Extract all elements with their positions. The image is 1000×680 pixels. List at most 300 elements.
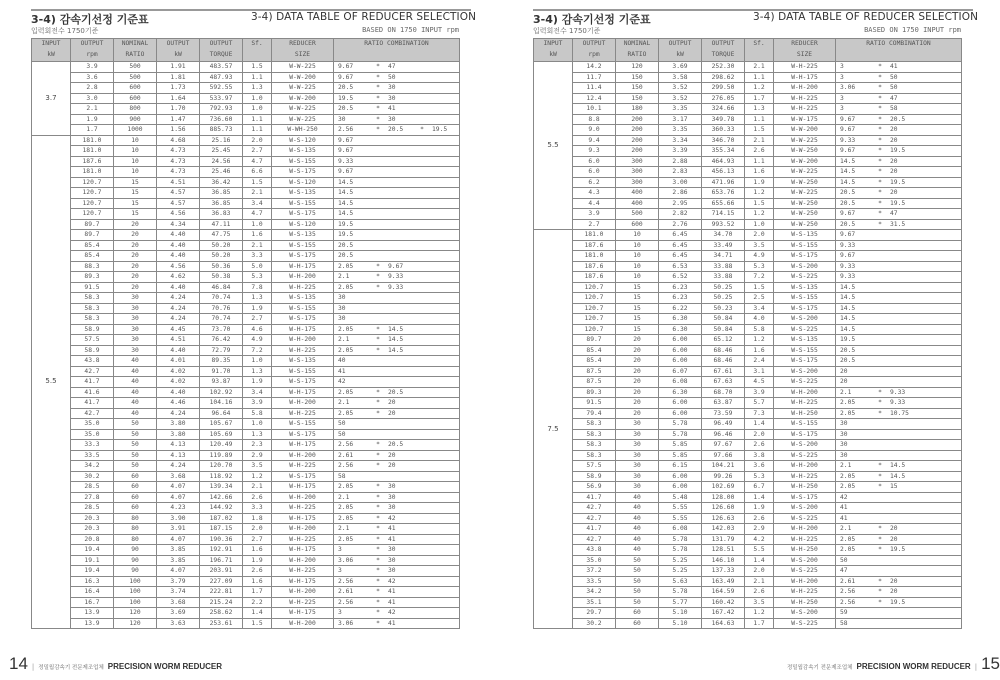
sf-cell: 2.0: [243, 135, 272, 146]
ratio-combination-cell: [334, 608, 460, 619]
output-torque-cell: 104.16: [200, 398, 243, 409]
ratio-value: 3: [840, 73, 844, 81]
table-row: [534, 72, 962, 83]
output-rpm-cell: 19.1: [71, 555, 114, 566]
table-row: [32, 261, 460, 272]
multiply-sign: *: [376, 588, 380, 596]
multiply-sign: *: [376, 535, 380, 543]
reducer-size-cell: W-H-225: [272, 345, 334, 356]
output-torque-cell: 128.00: [702, 492, 745, 503]
output-kw-cell: 3.52: [659, 83, 702, 94]
ratio-combination-cell: [334, 104, 460, 115]
output-torque-cell: 47.11: [200, 219, 243, 230]
table-row: [534, 293, 962, 304]
nominal-ratio-cell: 40: [616, 492, 659, 503]
output-kw-cell: 4.02: [157, 377, 200, 388]
ratio-combination-cell: [836, 534, 962, 545]
nominal-ratio-cell: 80: [114, 534, 157, 545]
table-row: [32, 471, 460, 482]
ratio-value: 50: [890, 84, 898, 92]
multiply-sign: *: [878, 115, 882, 123]
output-rpm-cell: 58.3: [71, 314, 114, 325]
output-rpm-cell: 85.4: [71, 251, 114, 262]
output-rpm-cell: 6.0: [573, 156, 616, 167]
output-kw-cell: 2.95: [659, 198, 702, 209]
table-row: [32, 335, 460, 346]
ratio-value: 2.56: [338, 126, 354, 134]
ratio-value: 9.33: [338, 157, 354, 165]
nominal-ratio-cell: 60: [114, 503, 157, 514]
output-rpm-cell: 34.2: [573, 587, 616, 598]
output-rpm-cell: 42.7: [573, 503, 616, 514]
ratio-combination-cell: [334, 167, 460, 178]
table-row: [534, 356, 962, 367]
ratio-value: 10.75: [890, 409, 909, 417]
reducer-size-cell: W-S-135: [272, 293, 334, 304]
output-rpm-cell: 57.5: [71, 335, 114, 346]
ratio-combination-cell: [334, 387, 460, 398]
page-number: 15: [981, 654, 1000, 673]
output-torque-cell: 50.36: [200, 261, 243, 272]
output-rpm-cell: 12.4: [573, 93, 616, 104]
output-rpm-cell: 3.9: [573, 209, 616, 220]
reducer-size-cell: W-S-120: [272, 177, 334, 188]
nominal-ratio-cell: 60: [114, 492, 157, 503]
ratio-value: 3.06: [338, 556, 354, 564]
output-torque-cell: 592.55: [200, 83, 243, 94]
nominal-ratio-cell: 30: [114, 324, 157, 335]
ratio-value: 58: [890, 105, 898, 113]
table-row: [32, 566, 460, 577]
table-row: [534, 555, 962, 566]
output-torque-cell: 993.52: [702, 219, 745, 230]
multiply-sign: *: [376, 577, 380, 585]
multiply-sign: *: [878, 535, 882, 543]
output-torque-cell: 119.89: [200, 450, 243, 461]
sf-cell: 3.6: [745, 461, 774, 472]
reducer-size-cell: W-H-225: [272, 282, 334, 293]
output-rpm-cell: 35.0: [71, 419, 114, 430]
output-kw-cell: 3.35: [659, 125, 702, 136]
output-torque-cell: 68.46: [702, 356, 745, 367]
ratio-value: 42: [388, 514, 396, 522]
table-row: [32, 219, 460, 230]
table-header: [534, 39, 962, 62]
ratio-value: 14.5: [338, 199, 354, 207]
ratio-value: 20: [890, 126, 898, 134]
output-torque-cell: 65.12: [702, 335, 745, 346]
output-torque-cell: 128.51: [702, 545, 745, 556]
output-rpm-cell: 187.6: [573, 272, 616, 283]
output-torque-cell: 126.60: [702, 503, 745, 514]
ratio-combination-cell: [836, 419, 962, 430]
output-torque-cell: 792.93: [200, 104, 243, 115]
ratio-combination-cell: [836, 566, 962, 577]
output-rpm-cell: 58.9: [71, 324, 114, 335]
ratio-combination-cell: [836, 293, 962, 304]
nominal-ratio-cell: 40: [114, 408, 157, 419]
sf-cell: 1.0: [243, 219, 272, 230]
nominal-ratio-cell: 1000: [114, 125, 157, 136]
sf-cell: 3.4: [243, 198, 272, 209]
ratio-value: 20: [890, 588, 898, 596]
output-torque-cell: 355.34: [702, 146, 745, 157]
output-rpm-cell: 56.9: [573, 482, 616, 493]
output-kw-cell: 6.15: [659, 461, 702, 472]
ratio-combination-cell: [334, 461, 460, 472]
ratio-combination-cell: [334, 135, 460, 146]
reducer-size-cell: W-W-225: [272, 104, 334, 115]
ratio-combination-cell: [836, 576, 962, 587]
sf-cell: 1.0: [243, 356, 272, 367]
nominal-ratio-cell: 20: [114, 272, 157, 283]
sf-cell: 5.3: [243, 272, 272, 283]
output-kw-cell: 4.73: [157, 167, 200, 178]
output-rpm-cell: 181.0: [71, 135, 114, 146]
output-rpm-cell: 3.9: [71, 62, 114, 73]
ratio-value: 30: [388, 483, 396, 491]
reducer-size-cell: W-S-175: [272, 429, 334, 440]
multiply-sign: *: [878, 189, 882, 197]
sf-cell: 4.7: [243, 209, 272, 220]
output-torque-cell: 456.13: [702, 167, 745, 178]
ratio-value: 30: [388, 493, 396, 501]
reducer-size-cell: W-H-175: [272, 545, 334, 556]
output-torque-cell: 142.66: [200, 492, 243, 503]
table-row: [32, 513, 460, 524]
nominal-ratio-cell: 30: [616, 482, 659, 493]
nominal-ratio-cell: 80: [114, 524, 157, 535]
sf-cell: 1.3: [745, 104, 774, 115]
multiply-sign: *: [376, 63, 380, 71]
reducer-size-cell: W-S-135: [774, 335, 836, 346]
output-torque-cell: 99.26: [702, 471, 745, 482]
column-header: rpm: [71, 50, 114, 62]
sf-cell: 5.8: [243, 408, 272, 419]
input-kw-cell: 5.5: [32, 135, 71, 629]
ratio-value: 2.1: [338, 399, 350, 407]
output-kw-cell: 2.82: [659, 209, 702, 220]
ratio-combination-cell: [334, 83, 460, 94]
multiply-sign: *: [376, 483, 380, 491]
table-row: [534, 377, 962, 388]
output-kw-cell: 6.45: [659, 251, 702, 262]
sf-cell: 1.6: [243, 230, 272, 241]
ratio-combination-cell: [836, 72, 962, 83]
output-rpm-cell: 89.7: [71, 219, 114, 230]
multiply-sign: *: [376, 94, 380, 102]
sf-cell: 1.5: [745, 125, 774, 136]
column-header: [243, 50, 272, 62]
multiply-sign: *: [376, 325, 380, 333]
reducer-size-cell: W-H-225: [272, 503, 334, 514]
output-torque-cell: 63.87: [702, 398, 745, 409]
table-row: [534, 104, 962, 115]
ratio-value: 2.05: [338, 388, 354, 396]
ratio-value: 20.5: [388, 388, 404, 396]
sf-cell: 2.0: [243, 524, 272, 535]
ratio-value: 19.5: [890, 546, 906, 554]
output-torque-cell: 142.03: [702, 524, 745, 535]
ratio-value: 47: [388, 63, 396, 71]
output-torque-cell: 196.71: [200, 555, 243, 566]
output-kw-cell: 4.01: [157, 356, 200, 367]
nominal-ratio-cell: 50: [616, 587, 659, 598]
reducer-size-cell: W-S-225: [774, 272, 836, 283]
ratio-combination-cell: [334, 566, 460, 577]
output-rpm-cell: 88.3: [71, 261, 114, 272]
table-row: [32, 419, 460, 430]
reducer-size-cell: W-W-250: [774, 198, 836, 209]
table-row: [32, 608, 460, 619]
multiply-sign: *: [376, 262, 380, 270]
sf-cell: 2.1: [243, 240, 272, 251]
output-rpm-cell: 11.4: [573, 83, 616, 94]
output-rpm-cell: 14.2: [573, 62, 616, 73]
ratio-combination-cell: [334, 555, 460, 566]
output-torque-cell: 73.59: [702, 408, 745, 419]
ratio-value: 2.1: [840, 388, 852, 396]
reducer-size-cell: W-H-200: [272, 272, 334, 283]
output-rpm-cell: 181.0: [573, 251, 616, 262]
ratio-value: 3: [338, 609, 342, 617]
output-kw-cell: 4.02: [157, 366, 200, 377]
table-row: [32, 482, 460, 493]
nominal-ratio-cell: 500: [114, 62, 157, 73]
output-kw-cell: 3.74: [157, 587, 200, 598]
ratio-value: 2.05: [338, 409, 354, 417]
ratio-combination-cell: [334, 356, 460, 367]
subtitle-korean: 입력회전수 1750기준: [533, 27, 601, 35]
reducer-size-cell: W-S-200: [774, 440, 836, 451]
ratio-value: 42: [388, 609, 396, 617]
sf-cell: 5.0: [243, 261, 272, 272]
ratio-value: 50: [388, 73, 396, 81]
output-torque-cell: 76.42: [200, 335, 243, 346]
footer-brand: PRECISION WORM REDUCER: [856, 662, 971, 671]
sf-cell: 5.7: [745, 398, 774, 409]
table-row: [32, 461, 460, 472]
multiply-sign: *: [878, 483, 882, 491]
sf-cell: 1.2: [745, 83, 774, 94]
output-kw-cell: 5.10: [659, 618, 702, 629]
ratio-value: 14.5: [840, 325, 856, 333]
ratio-value: 2.1: [338, 336, 350, 344]
output-kw-cell: 5.78: [659, 587, 702, 598]
ratio-value: 19.5: [840, 336, 856, 344]
ratio-combination-cell: [836, 377, 962, 388]
ratio-value: 20.5: [338, 105, 354, 113]
sf-cell: 1.1: [243, 72, 272, 83]
ratio-combination-cell: [836, 135, 962, 146]
output-rpm-cell: 120.7: [573, 282, 616, 293]
output-kw-cell: 6.00: [659, 482, 702, 493]
nominal-ratio-cell: 50: [114, 440, 157, 451]
reducer-size-cell: W-H-225: [774, 398, 836, 409]
table-row: [32, 104, 460, 115]
ratio-combination-cell: [836, 230, 962, 241]
ratio-value: 58: [840, 619, 848, 627]
output-kw-cell: 4.46: [157, 398, 200, 409]
table-row: [534, 198, 962, 209]
ratio-combination-cell: [836, 303, 962, 314]
output-torque-cell: 144.92: [200, 503, 243, 514]
table-row: [534, 230, 962, 241]
sf-cell: 1.1: [745, 72, 774, 83]
ratio-value: 41: [840, 514, 848, 522]
ratio-value: 30: [388, 567, 396, 575]
reducer-size-cell: W-W-225: [272, 83, 334, 94]
sf-cell: 1.9: [243, 555, 272, 566]
multiply-sign: *: [878, 73, 882, 81]
sf-cell: 2.9: [243, 450, 272, 461]
nominal-ratio-cell: 20: [616, 366, 659, 377]
reducer-selection-table: [31, 38, 460, 629]
nominal-ratio-cell: 10: [616, 272, 659, 283]
nominal-ratio-cell: 20: [616, 345, 659, 356]
reducer-size-cell: W-S-155: [272, 303, 334, 314]
output-torque-cell: 215.24: [200, 597, 243, 608]
output-rpm-cell: 187.6: [573, 261, 616, 272]
output-rpm-cell: 29.7: [573, 608, 616, 619]
output-kw-cell: 6.00: [659, 471, 702, 482]
output-torque-cell: 464.93: [702, 156, 745, 167]
output-torque-cell: 36.85: [200, 198, 243, 209]
table-row: [32, 198, 460, 209]
sf-cell: 1.2: [243, 471, 272, 482]
ratio-value: 14.5: [338, 178, 354, 186]
column-header: RATIO COMBINATION: [836, 39, 962, 51]
output-torque-cell: 68.70: [702, 387, 745, 398]
table-row: [32, 377, 460, 388]
sf-cell: 4.9: [243, 335, 272, 346]
ratio-value: 9.67: [338, 147, 354, 155]
sf-cell: 2.6: [243, 566, 272, 577]
nominal-ratio-cell: 40: [114, 387, 157, 398]
sf-cell: 2.4: [745, 356, 774, 367]
sf-cell: 1.3: [243, 293, 272, 304]
ratio-value: 14.5: [388, 336, 404, 344]
sf-cell: 1.4: [745, 419, 774, 430]
nominal-ratio-cell: 120: [616, 62, 659, 73]
output-rpm-cell: 41.6: [71, 387, 114, 398]
output-rpm-cell: 9.0: [573, 125, 616, 136]
sf-cell: 2.9: [745, 524, 774, 535]
output-torque-cell: 25.46: [200, 167, 243, 178]
ratio-value: 41: [388, 105, 396, 113]
ratio-combination-cell: [836, 492, 962, 503]
output-torque-cell: 96.49: [702, 419, 745, 430]
table-row: [32, 135, 460, 146]
ratio-value: 2.05: [338, 483, 354, 491]
nominal-ratio-cell: 50: [114, 419, 157, 430]
table-row: [32, 125, 460, 136]
ratio-value: 19.5: [890, 199, 906, 207]
table-row: [32, 230, 460, 241]
ratio-value: 50: [338, 430, 346, 438]
output-torque-cell: 50.23: [702, 303, 745, 314]
table-row: [534, 167, 962, 178]
table-row: [534, 503, 962, 514]
multiply-sign: *: [878, 472, 882, 480]
table-row: [32, 62, 460, 73]
nominal-ratio-cell: 40: [114, 366, 157, 377]
ratio-value: 20.5: [388, 126, 404, 134]
ratio-value: 14.5: [388, 325, 404, 333]
nominal-ratio-cell: 40: [616, 545, 659, 556]
output-rpm-cell: 30.2: [573, 618, 616, 629]
output-kw-cell: 5.77: [659, 597, 702, 608]
output-rpm-cell: 2.7: [573, 219, 616, 230]
ratio-value: 20: [840, 367, 848, 375]
sf-cell: 1.4: [745, 555, 774, 566]
table-row: [534, 261, 962, 272]
ratio-combination-cell: [836, 398, 962, 409]
ratio-value: 41: [890, 63, 898, 71]
ratio-combination-cell: [836, 272, 962, 283]
ratio-combination-cell: [836, 440, 962, 451]
reducer-size-cell: W-W-225: [272, 114, 334, 125]
ratio-value: 9.67: [338, 73, 354, 81]
ratio-combination-cell: [836, 356, 962, 367]
output-rpm-cell: 57.5: [573, 461, 616, 472]
nominal-ratio-cell: 20: [616, 387, 659, 398]
subtitle-korean: 입력회전수 1750기준: [31, 27, 99, 35]
output-torque-cell: 67.61: [702, 366, 745, 377]
ratio-value: 41: [388, 525, 396, 533]
nominal-ratio-cell: 120: [114, 608, 157, 619]
sf-cell: 2.1: [243, 482, 272, 493]
output-kw-cell: 1.56: [157, 125, 200, 136]
output-torque-cell: 97.66: [702, 450, 745, 461]
sf-cell: 1.6: [243, 576, 272, 587]
output-rpm-cell: 120.7: [573, 324, 616, 335]
nominal-ratio-cell: 20: [114, 251, 157, 262]
sf-cell: 4.6: [243, 324, 272, 335]
reducer-size-cell: W-S-200: [774, 261, 836, 272]
ratio-combination-cell: [334, 93, 460, 104]
nominal-ratio-cell: 10: [114, 135, 157, 146]
column-header: RATIO: [114, 50, 157, 62]
output-torque-cell: 885.73: [200, 125, 243, 136]
output-rpm-cell: 20.8: [71, 534, 114, 545]
output-torque-cell: 24.56: [200, 156, 243, 167]
sf-cell: 5.8: [745, 324, 774, 335]
ratio-combination-cell: [334, 482, 460, 493]
output-torque-cell: 50.84: [702, 314, 745, 325]
reducer-size-cell: W-H-200: [774, 524, 836, 535]
page-number: 14: [9, 654, 28, 673]
table-row: [32, 177, 460, 188]
output-torque-cell: 70.74: [200, 314, 243, 325]
table-row: [32, 209, 460, 220]
ratio-combination-cell: [836, 188, 962, 199]
nominal-ratio-cell: 30: [114, 335, 157, 346]
output-kw-cell: 4.40: [157, 345, 200, 356]
ratio-value: 9.67: [840, 126, 856, 134]
output-kw-cell: 3.91: [157, 524, 200, 535]
footer-separator: |: [31, 663, 35, 671]
multiply-sign: *: [376, 84, 380, 92]
sf-cell: 3.3: [243, 251, 272, 262]
output-rpm-cell: 120.7: [573, 293, 616, 304]
ratio-value: 20.5: [338, 84, 354, 92]
output-kw-cell: 3.35: [659, 104, 702, 115]
column-header: OUTPUT: [659, 39, 702, 51]
multiply-sign: *: [878, 147, 882, 155]
output-kw-cell: 4.51: [157, 177, 200, 188]
ratio-combination-cell: [334, 209, 460, 220]
